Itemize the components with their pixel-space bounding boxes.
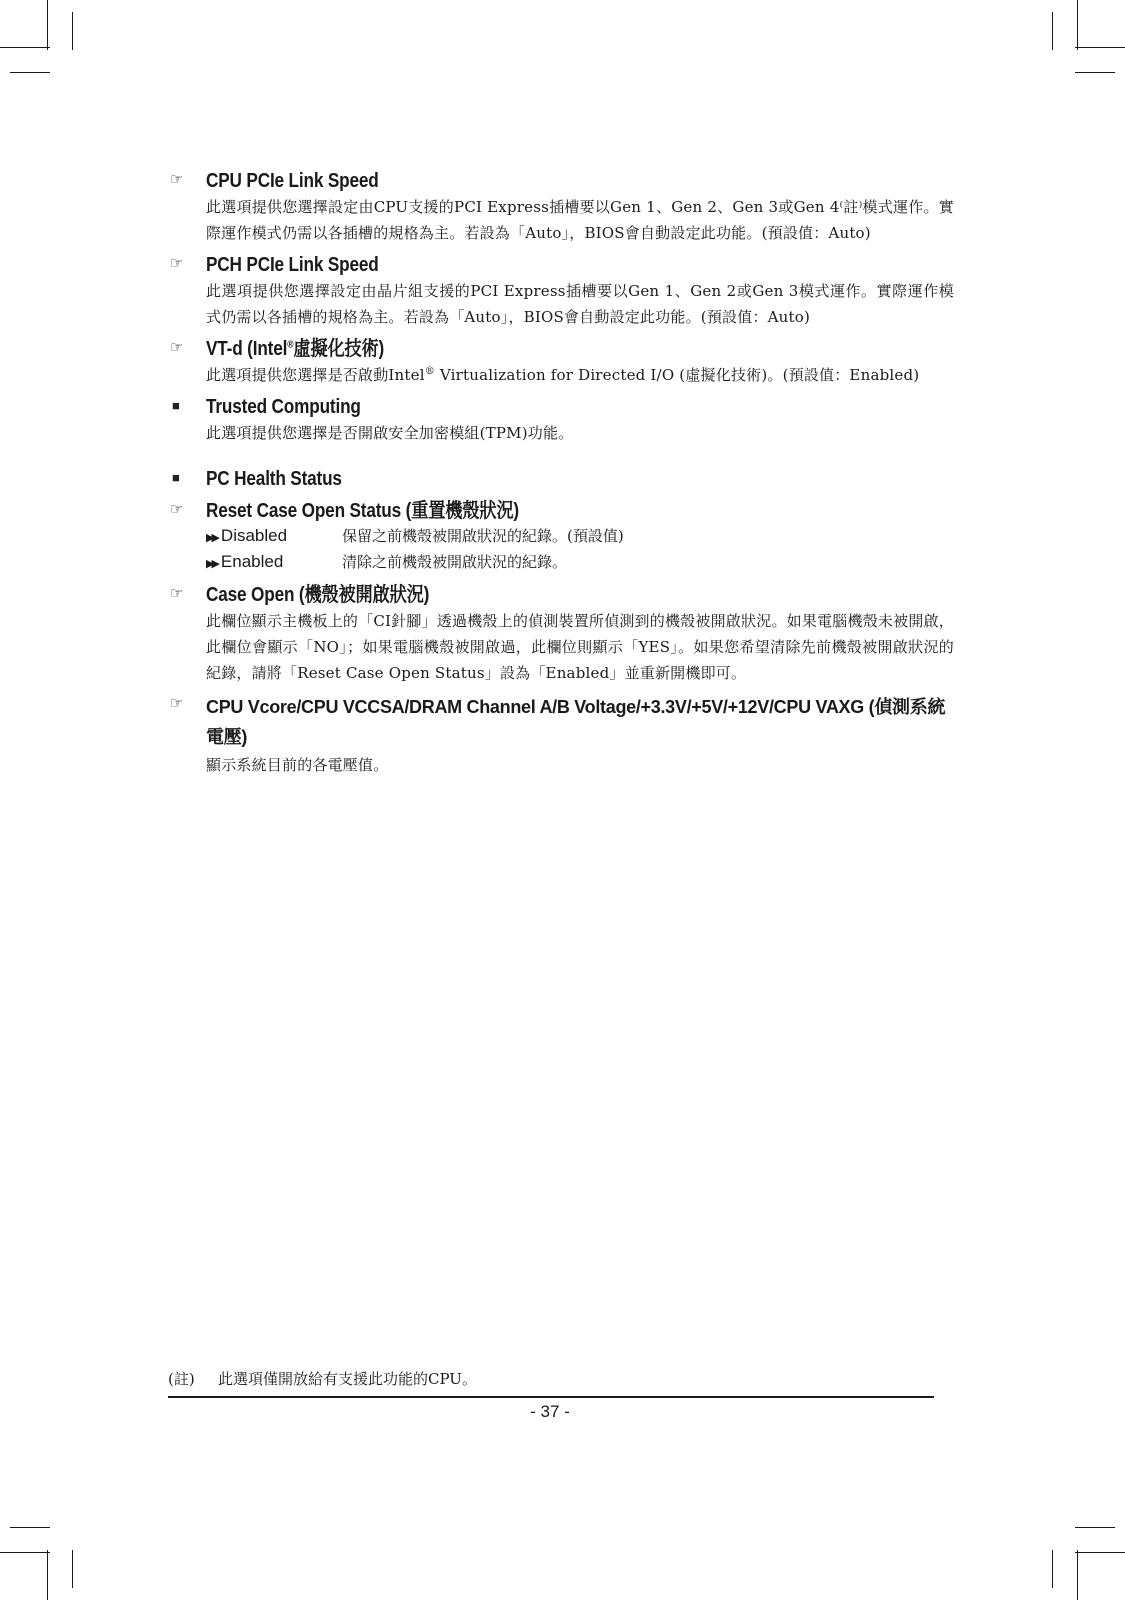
double-arrow-icon: ▶▶: [206, 558, 217, 570]
crop-mark: [47, 1550, 48, 1600]
crop-mark: [1052, 12, 1053, 50]
setting-case-open: [170, 582, 954, 686]
option-row: [206, 550, 954, 576]
section-title: Trusted Computing: [206, 396, 361, 418]
setting-title: CPU Vcore/CPU VCCSA/DRAM Channel A/B Voltage/+3.3V/+5V/+12V/CPU VAXG (偵測系統電壓): [206, 697, 946, 747]
double-arrow-icon: ▶▶: [206, 532, 217, 544]
setting-title: [206, 336, 849, 362]
footer-rule: [168, 1396, 934, 1398]
footnote-text: 此選項僅開放給有支援此功能的CPU。: [218, 1370, 477, 1388]
desc-part: 此選項提供您選擇是否啟動Intel: [206, 366, 425, 384]
pointing-hand-icon: ☞: [170, 171, 184, 188]
square-bullet-icon: ■: [172, 470, 180, 485]
section-title: PC Health Status: [206, 468, 342, 490]
setting-title: PCH PCIe Link Speed: [206, 254, 379, 276]
option-value: 保留之前機殼被開啟狀況的紀錄。(預設值): [342, 527, 624, 545]
setting-title: Reset Case Open Status (重置機殼狀況): [206, 500, 519, 522]
setting-cpu-pcie-link-speed: [170, 168, 954, 246]
setting-title: CPU PCIe Link Speed: [206, 170, 379, 192]
setting-description: [206, 362, 954, 388]
setting-description: 此欄位顯示主機板上的「CI針腳」透過機殼上的偵測裝置所偵測到的機殼被開啟狀況。如果電腦機殼未被開啟，此欄位會顯示「NO」；如果電腦機殼被開啟過，此欄位則顯示「YES」。如果您希望清除先前機殼被開啟狀況的紀錄，請將「Reset Case Open Status」設為「Enabled」並重新開機即可。: [206, 612, 954, 682]
desc-part: Virtualization for Directed I/O (虛擬化技術)。(預設值：Enabled): [434, 366, 920, 384]
option-label: Enabled: [220, 552, 284, 571]
registered-mark: ®: [424, 366, 435, 377]
option-key: [206, 524, 342, 550]
bios-settings-content: [170, 168, 954, 784]
setting-description: 此選項提供您選擇設定由CPU支援的PCI Express插槽要以Gen 1、Gen 2、Gen 3或Gen 4⁽註⁾模式運作。實際運作模式仍需以各插槽的規格為主。若設為「Auto」，BIOS會自動設定此功能。(預設值：Auto): [206, 198, 954, 242]
title-part: 虛擬化技術): [293, 338, 385, 360]
setting-title: Case Open (機殼被開啟狀況): [206, 584, 430, 606]
crop-mark: [0, 47, 50, 48]
crop-mark: [1077, 0, 1078, 50]
crop-mark: [1052, 1550, 1053, 1588]
footnote-mark: (註): [168, 1370, 195, 1388]
crop-mark: [1075, 1552, 1125, 1553]
option-label: Disabled: [220, 526, 288, 545]
crop-mark: [0, 1552, 50, 1553]
section-trusted-computing: [170, 394, 954, 446]
crop-mark: [1077, 1550, 1078, 1600]
setting-description: 此選項提供您選擇設定由晶片組支援的PCI Express插槽要以Gen 1、Gen 2或Gen 3模式運作。實際運作模式仍需以各插槽的規格為主。若設為「Auto」，BIOS會自動設定此功能。(預設值：Auto): [206, 282, 954, 326]
setting-reset-case-open-status: [170, 498, 954, 576]
pointing-hand-icon: ☞: [170, 501, 184, 518]
crop-mark: [10, 1527, 50, 1528]
setting-description: 顯示系統目前的各電壓值。: [206, 756, 389, 774]
crop-mark: [1075, 47, 1125, 48]
section-description: 此選項提供您選擇是否開啟安全加密模組(TPM)功能。: [206, 424, 574, 442]
square-bullet-icon: ■: [172, 398, 180, 413]
spacer: [170, 452, 954, 466]
setting-system-voltage: [170, 692, 954, 778]
section-pc-health-status: [170, 466, 954, 492]
pointing-hand-icon: ☞: [170, 695, 184, 712]
setting-vt-d: [170, 336, 954, 388]
title-part: VT-d (Intel: [206, 338, 288, 360]
crop-mark: [1075, 1527, 1115, 1528]
crop-mark: [10, 72, 50, 73]
crop-mark: [47, 0, 48, 50]
option-row: [206, 524, 954, 550]
crop-mark: [72, 12, 73, 50]
registered-mark: ®: [287, 339, 294, 351]
crop-mark: [1075, 72, 1115, 73]
page-number: - 37 -: [530, 1402, 570, 1421]
pointing-hand-icon: ☞: [170, 585, 184, 602]
footnote: [168, 1368, 934, 1390]
setting-pch-pcie-link-speed: [170, 252, 954, 330]
option-key: [206, 550, 342, 576]
crop-mark: [72, 1550, 73, 1588]
pointing-hand-icon: ☞: [170, 255, 184, 272]
option-value: 清除之前機殼被開啟狀況的紀錄。: [342, 553, 568, 571]
pointing-hand-icon: ☞: [170, 339, 184, 356]
